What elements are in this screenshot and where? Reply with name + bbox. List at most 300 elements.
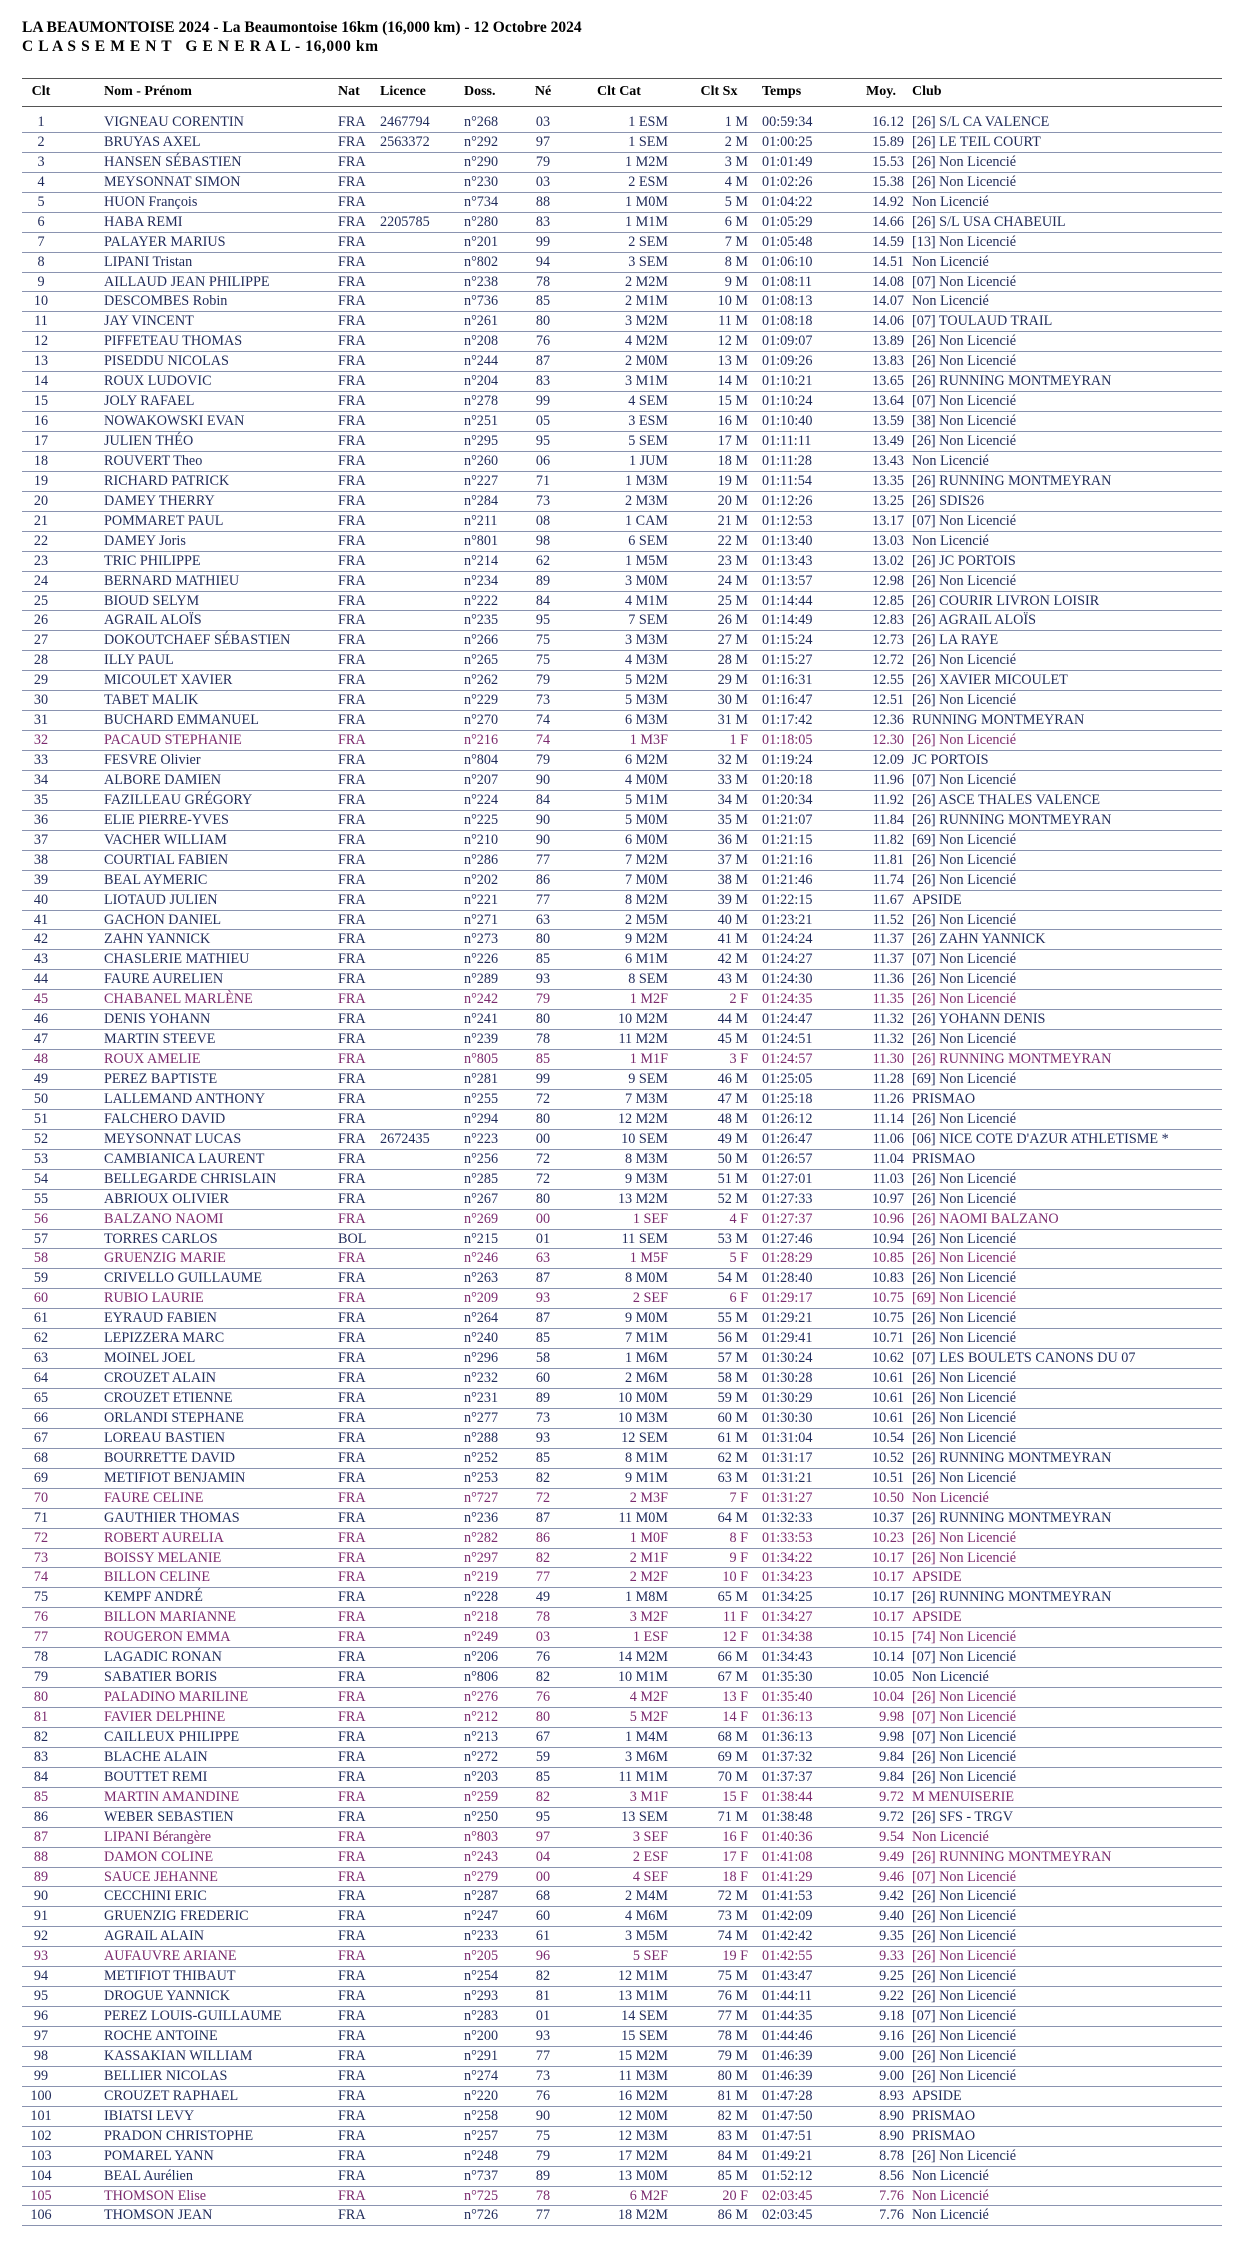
cell-temps: 01:20:18 xyxy=(762,771,813,788)
cell-ne: 80 xyxy=(535,1709,551,1725)
cell-club: [26] Non Licencié xyxy=(912,1429,1016,1446)
cell-ne: 00 xyxy=(535,1210,551,1227)
cell-cltsx: 28 M xyxy=(717,652,748,669)
cell-doss: n°210 xyxy=(464,831,499,848)
cell-moy: 13.64 xyxy=(872,393,904,410)
cell-temps: 01:27:01 xyxy=(762,1170,813,1187)
cell-clt: 75 xyxy=(33,1589,49,1606)
cell-club: [26] AGRAIL ALOÏS xyxy=(912,612,1037,629)
cell-cltcat: 17 M2M xyxy=(617,2147,668,2164)
cell-nom: BILLON CELINE xyxy=(104,1569,210,1586)
cell-doss: n°247 xyxy=(464,1908,499,1925)
cell-clt: 89 xyxy=(33,1868,49,1885)
cell-clt: 55 xyxy=(33,1190,49,1207)
cell-clt: 101 xyxy=(30,2107,52,2124)
table-row xyxy=(22,1389,1222,1409)
cell-nom: ROBERT AURELIA xyxy=(104,1529,224,1546)
cell-nom: HABA REMI xyxy=(104,213,183,230)
cell-moy: 9.46 xyxy=(879,1868,904,1885)
cell-ne: 99 xyxy=(535,1071,551,1087)
cell-clt: 47 xyxy=(33,1031,49,1048)
cell-nat: FRA xyxy=(338,413,366,430)
cell-nom: LIPANI Bérangère xyxy=(104,1828,212,1845)
cell-doss: n°294 xyxy=(464,1110,499,1127)
cell-nom: FAZILLEAU GRÉGORY xyxy=(104,791,253,808)
cell-clt: 24 xyxy=(33,572,49,589)
cell-clt: 27 xyxy=(33,632,49,649)
cell-cltsx: 77 M xyxy=(717,2008,748,2025)
cell-cltsx: 50 M xyxy=(717,1150,748,1167)
cell-cltsx: 86 M xyxy=(717,2207,748,2224)
cell-doss: n°290 xyxy=(464,153,499,170)
cell-moy: 13.43 xyxy=(872,452,904,469)
cell-temps: 01:38:48 xyxy=(762,1808,813,1825)
cell-clt: 16 xyxy=(33,413,49,430)
cell-temps: 01:41:53 xyxy=(762,1888,813,1905)
cell-nat: FRA xyxy=(338,1968,366,1985)
cell-cltsx: 20 M xyxy=(717,492,748,509)
cell-club: APSIDE xyxy=(912,2087,962,2104)
cell-club: [07] TOULAUD TRAIL xyxy=(912,313,1053,330)
cell-ne: 93 xyxy=(535,1429,551,1446)
cell-doss: n°253 xyxy=(464,1469,499,1486)
cell-temps: 01:31:04 xyxy=(762,1429,813,1446)
cell-doss: n°206 xyxy=(464,1649,499,1666)
cell-doss: n°803 xyxy=(464,1828,499,1845)
cell-nat: FRA xyxy=(338,2087,366,2104)
cell-cltcat: 1 CAM xyxy=(625,512,668,529)
cell-cltcat: 5 M0M xyxy=(625,811,668,828)
cell-clt: 23 xyxy=(33,552,49,569)
cell-nat: FRA xyxy=(338,1828,366,1845)
cell-cltsx: 82 M xyxy=(717,2107,748,2124)
cell-club: JC PORTOIS xyxy=(912,752,989,768)
cell-doss: n°267 xyxy=(464,1190,499,1207)
cell-moy: 11.32 xyxy=(872,1011,904,1028)
cell-club: Non Licencié xyxy=(912,532,989,549)
table-header-divider xyxy=(22,106,1222,107)
cell-clt: 93 xyxy=(33,1948,49,1965)
cell-cltsx: 43 M xyxy=(717,971,748,988)
cell-doss: n°244 xyxy=(464,353,499,370)
cell-club: PRISMAO xyxy=(912,2107,976,2124)
cell-cltsx: 4 M xyxy=(724,173,748,190)
cell-cltcat: 8 M0M xyxy=(625,1270,668,1287)
table-row xyxy=(22,671,1222,691)
cell-nat: FRA xyxy=(338,1429,366,1446)
cell-club: [26] ASCE THALES VALENCE xyxy=(912,791,1100,808)
cell-nom: MEYSONNAT LUCAS xyxy=(104,1130,242,1147)
cell-cltsx: 1 F xyxy=(729,732,748,749)
cell-clt: 87 xyxy=(33,1828,49,1845)
cell-nom: ABRIOUX OLIVIER xyxy=(104,1190,229,1207)
cell-club: [26] Non Licencié xyxy=(912,1270,1016,1287)
cell-doss: n°219 xyxy=(464,1569,499,1586)
cell-clt: 28 xyxy=(33,652,49,669)
cell-clt: 94 xyxy=(33,1968,49,1985)
cell-nom: AGRAIL ALOÏS xyxy=(104,612,202,629)
cell-nom: COURTIAL FABIEN xyxy=(104,851,229,868)
table-row xyxy=(22,153,1222,173)
cell-clt: 2 xyxy=(37,133,45,150)
cell-club: [26] Non Licencié xyxy=(912,333,1016,350)
cell-moy: 11.67 xyxy=(872,891,904,908)
cell-doss: n°246 xyxy=(464,1250,499,1267)
cell-clt: 102 xyxy=(30,2127,52,2144)
cell-ne: 03 xyxy=(535,1629,551,1646)
col-club: Club xyxy=(912,84,942,99)
cell-club: [26] Non Licencié xyxy=(912,1908,1016,1925)
cell-club: [26] Non Licencié xyxy=(912,1968,1016,1985)
cell-ne: 96 xyxy=(535,1948,551,1965)
cell-doss: n°727 xyxy=(464,1489,499,1506)
cell-nom: BALZANO NAOMI xyxy=(104,1210,224,1227)
cell-doss: n°220 xyxy=(464,2087,499,2104)
cell-cltcat: 1 M5M xyxy=(625,552,668,569)
cell-cltsx: 20 F xyxy=(722,2187,748,2204)
cell-nom: CECCHINI ERIC xyxy=(104,1888,207,1905)
cell-nat: FRA xyxy=(338,2008,366,2025)
cell-ne: 72 xyxy=(535,1489,551,1506)
cell-club: [26] S/L CA VALENCE xyxy=(912,114,1050,130)
cell-nat: FRA xyxy=(338,1270,366,1287)
cell-ne: 75 xyxy=(535,632,551,649)
cell-temps: 01:24:24 xyxy=(762,931,813,948)
table-row xyxy=(22,611,1222,631)
cell-doss: n°234 xyxy=(464,572,499,589)
cell-nom: THOMSON JEAN xyxy=(104,2207,213,2224)
cell-nat: FRA xyxy=(338,2207,366,2224)
table-row xyxy=(22,970,1222,990)
table-row xyxy=(22,492,1222,512)
cell-doss: n°229 xyxy=(464,692,499,709)
cell-cltcat: 7 M0M xyxy=(625,871,668,888)
cell-clt: 73 xyxy=(33,1549,49,1566)
cell-cltsx: 57 M xyxy=(717,1350,748,1367)
cell-clt: 7 xyxy=(37,233,45,250)
cell-moy: 11.52 xyxy=(872,911,904,928)
cell-moy: 10.61 xyxy=(872,1409,904,1426)
cell-temps: 01:24:57 xyxy=(762,1051,813,1068)
cell-moy: 14.66 xyxy=(872,213,904,230)
cell-club: [26] LA RAYE xyxy=(912,632,999,649)
cell-ne: 73 xyxy=(535,692,551,709)
cell-nat: FRA xyxy=(338,153,366,170)
cell-doss: n°734 xyxy=(464,193,499,210)
cell-moy: 11.81 xyxy=(872,851,904,868)
cell-ne: 73 xyxy=(535,1409,551,1426)
cell-clt: 13 xyxy=(33,353,49,370)
cell-cltsx: 10 F xyxy=(722,1569,748,1586)
cell-cltcat: 1 M3F xyxy=(629,732,668,749)
cell-clt: 44 xyxy=(33,971,49,988)
cell-ne: 74 xyxy=(535,732,551,749)
table-row xyxy=(22,1409,1222,1429)
cell-nat: FRA xyxy=(338,791,366,808)
cell-moy: 14.08 xyxy=(872,273,904,290)
cell-nat: FRA xyxy=(338,1549,366,1566)
cell-moy: 10.04 xyxy=(872,1689,904,1706)
cell-ne: 63 xyxy=(535,1250,551,1267)
cell-temps: 01:14:49 xyxy=(762,612,813,629)
table-row xyxy=(22,1309,1222,1329)
cell-clt: 20 xyxy=(33,492,49,509)
cell-nom: SAUCE JEHANNE xyxy=(104,1868,218,1885)
cell-temps: 01:30:30 xyxy=(762,1409,813,1426)
cell-temps: 00:59:34 xyxy=(762,114,813,130)
cell-cltcat: 2 M6M xyxy=(625,1370,668,1387)
cell-club: [26] Non Licencié xyxy=(912,1390,1016,1406)
col-nat: Nat xyxy=(338,84,360,99)
cell-nom: CAILLEUX PHILIPPE xyxy=(104,1728,240,1745)
cell-ne: 82 xyxy=(535,1968,551,1985)
cell-clt: 3 xyxy=(37,153,45,170)
table-row xyxy=(22,1469,1222,1489)
cell-temps: 01:26:47 xyxy=(762,1130,813,1147)
cell-doss: n°804 xyxy=(464,752,499,768)
cell-nat: FRA xyxy=(338,851,366,868)
cell-cltcat: 11 M3M xyxy=(618,2067,668,2084)
cell-temps: 01:34:27 xyxy=(762,1609,813,1626)
table-row xyxy=(22,1868,1222,1888)
cell-cltsx: 47 M xyxy=(717,1090,748,1107)
cell-club: [07] Non Licencié xyxy=(912,1649,1016,1666)
cell-ne: 75 xyxy=(535,2127,551,2144)
cell-cltsx: 38 M xyxy=(717,871,748,888)
cell-cltsx: 23 M xyxy=(717,552,748,569)
cell-ne: 97 xyxy=(535,133,551,150)
cell-temps: 01:42:42 xyxy=(762,1928,813,1945)
cell-moy: 10.52 xyxy=(872,1449,904,1466)
cell-nom: GACHON DANIEL xyxy=(104,911,222,928)
cell-temps: 01:36:13 xyxy=(762,1709,813,1725)
cell-temps: 01:12:26 xyxy=(762,492,813,509)
cell-nom: BERNARD MATHIEU xyxy=(104,572,240,589)
cell-nat: FRA xyxy=(338,213,366,230)
cell-moy: 13.89 xyxy=(872,333,904,350)
cell-ne: 88 xyxy=(535,193,551,210)
cell-clt: 67 xyxy=(33,1429,49,1446)
cell-nom: NOWAKOWSKI EVAN xyxy=(104,413,245,430)
cell-cltsx: 79 M xyxy=(717,2047,748,2064)
cell-doss: n°286 xyxy=(464,851,499,868)
cell-temps: 01:35:30 xyxy=(762,1669,813,1686)
cell-cltsx: 29 M xyxy=(717,672,748,689)
table-row xyxy=(22,1848,1222,1868)
cell-ne: 00 xyxy=(535,1868,551,1885)
cell-nat: FRA xyxy=(338,2167,366,2184)
cell-clt: 100 xyxy=(30,2087,52,2104)
cell-clt: 10 xyxy=(33,293,49,310)
table-row xyxy=(22,173,1222,193)
cell-doss: n°205 xyxy=(464,1948,499,1965)
cell-ne: 94 xyxy=(535,253,551,270)
table-row xyxy=(22,1887,1222,1907)
cell-ne: 93 xyxy=(535,1290,551,1307)
cell-temps: 01:27:46 xyxy=(762,1230,813,1247)
cell-nom: JOLY RAFAEL xyxy=(104,393,195,410)
cell-cltsx: 26 M xyxy=(717,612,748,629)
cell-cltcat: 5 M2F xyxy=(629,1709,668,1725)
cell-ne: 89 xyxy=(535,2167,551,2184)
cell-doss: n°223 xyxy=(464,1130,499,1147)
cell-ne: 80 xyxy=(535,1190,551,1207)
cell-ne: 77 xyxy=(535,891,551,908)
cell-club: [74] Non Licencié xyxy=(912,1629,1016,1646)
cell-moy: 11.37 xyxy=(872,931,904,948)
cell-club: [26] Non Licencié xyxy=(912,2028,1016,2044)
cell-moy: 9.84 xyxy=(879,1748,904,1765)
cell-nat: FRA xyxy=(338,1110,366,1127)
cell-doss: n°231 xyxy=(464,1390,499,1406)
cell-ne: 60 xyxy=(535,1370,551,1387)
cell-temps: 01:35:40 xyxy=(762,1689,813,1706)
cell-doss: n°259 xyxy=(464,1788,499,1805)
cell-clt: 104 xyxy=(30,2167,52,2184)
cell-nat: FRA xyxy=(338,1848,366,1865)
cell-clt: 35 xyxy=(33,791,49,808)
cell-cltsx: 32 M xyxy=(717,752,748,768)
cell-ne: 85 xyxy=(535,1330,551,1347)
cell-cltcat: 3 M0M xyxy=(625,572,668,589)
cell-club: Non Licencié xyxy=(912,2187,989,2204)
cell-moy: 15.89 xyxy=(872,133,904,150)
cell-club: [26] Non Licencié xyxy=(912,173,1016,190)
col-nom: Nom - Prénom xyxy=(104,84,192,99)
table-row xyxy=(22,1688,1222,1708)
cell-club: [26] Non Licencié xyxy=(912,652,1016,669)
cell-cltcat: 6 M2F xyxy=(629,2187,668,2204)
cell-nom: CROUZET ETIENNE xyxy=(104,1390,233,1406)
cell-club: [26] Non Licencié xyxy=(912,1748,1016,1765)
cell-clt: 80 xyxy=(33,1689,49,1706)
cell-club: PRISMAO xyxy=(912,1150,976,1167)
cell-moy: 8.78 xyxy=(879,2147,904,2164)
cell-nom: THOMSON Elise xyxy=(104,2187,207,2204)
cell-clt: 106 xyxy=(30,2207,52,2224)
cell-nat: FRA xyxy=(338,193,366,210)
cell-moy: 10.23 xyxy=(872,1529,904,1546)
cell-doss: n°240 xyxy=(464,1330,499,1347)
cell-nom: FALCHERO DAVID xyxy=(104,1110,226,1127)
cell-moy: 9.84 xyxy=(879,1768,904,1785)
cell-moy: 10.51 xyxy=(872,1469,904,1486)
cell-cltcat: 4 M0M xyxy=(625,771,668,788)
cell-nat: FRA xyxy=(338,512,366,529)
cell-clt: 99 xyxy=(33,2067,49,2084)
cell-nom: RICHARD PATRICK xyxy=(104,472,230,489)
cell-cltcat: 14 M2M xyxy=(617,1649,668,1666)
table-row xyxy=(22,1349,1222,1369)
cell-cltsx: 8 F xyxy=(729,1529,748,1546)
col-cltcat: Clt Cat xyxy=(597,84,641,99)
cell-clt: 15 xyxy=(33,393,49,410)
table-row xyxy=(22,990,1222,1010)
cell-cltsx: 74 M xyxy=(717,1928,748,1945)
table-row xyxy=(22,2107,1222,2127)
cell-cltcat: 2 M3F xyxy=(629,1489,668,1506)
cell-clt: 1 xyxy=(37,114,45,130)
cell-cltsx: 1 M xyxy=(724,114,748,130)
cell-nom: PACAUD STEPHANIE xyxy=(104,732,242,749)
cell-cltcat: 4 M2M xyxy=(625,333,668,350)
cell-ne: 72 xyxy=(535,1170,551,1187)
cell-clt: 97 xyxy=(33,2028,49,2044)
table-row xyxy=(22,1828,1222,1848)
cell-nat: FRA xyxy=(338,2067,366,2084)
cell-temps: 01:28:40 xyxy=(762,1270,813,1287)
cell-temps: 01:21:07 xyxy=(762,811,813,828)
cell-temps: 01:11:54 xyxy=(762,472,812,489)
cell-club: [26] Non Licencié xyxy=(912,1928,1016,1945)
cell-nat: FRA xyxy=(338,1669,366,1686)
cell-nat: FRA xyxy=(338,1130,366,1147)
cell-doss: n°252 xyxy=(464,1449,499,1466)
cell-cltcat: 10 M0M xyxy=(617,1390,668,1406)
table-row xyxy=(22,1608,1222,1628)
cell-cltsx: 64 M xyxy=(717,1509,748,1526)
cell-moy: 13.65 xyxy=(872,373,904,390)
cell-moy: 7.76 xyxy=(879,2207,904,2224)
cell-cltcat: 8 M2M xyxy=(625,891,668,908)
cell-cltcat: 3 M1F xyxy=(629,1788,668,1805)
table-row xyxy=(22,1190,1222,1210)
cell-cltcat: 4 M1M xyxy=(625,592,668,609)
cell-nat: FRA xyxy=(338,114,366,130)
cell-nom: ROUGERON EMMA xyxy=(104,1629,231,1646)
cell-cltcat: 11 M0M xyxy=(618,1509,668,1526)
cell-club: [26] RUNNING MONTMEYRAN xyxy=(912,811,1112,828)
cell-nat: FRA xyxy=(338,592,366,609)
cell-cltsx: 45 M xyxy=(717,1031,748,1048)
cell-moy: 14.51 xyxy=(872,253,904,270)
cell-moy: 10.14 xyxy=(872,1649,904,1666)
cell-temps: 01:08:11 xyxy=(762,273,812,290)
cell-nat: FRA xyxy=(338,991,366,1008)
cell-temps: 01:44:46 xyxy=(762,2028,813,2044)
cell-club: [26] ZAHN YANNICK xyxy=(912,931,1046,948)
cell-nat: FRA xyxy=(338,1609,366,1626)
cell-ne: 82 xyxy=(535,1669,551,1686)
cell-cltcat: 13 M0M xyxy=(617,2167,668,2184)
cell-nom: PALADINO MARILINE xyxy=(104,1689,249,1706)
cell-club: [26] LE TEIL COURT xyxy=(912,133,1041,150)
cell-cltcat: 5 SEF xyxy=(632,1948,668,1965)
cell-nat: FRA xyxy=(338,771,366,788)
cell-cltcat: 1 M1M xyxy=(625,213,668,230)
cell-temps: 01:26:12 xyxy=(762,1110,813,1127)
cell-clt: 42 xyxy=(33,931,49,948)
cell-temps: 01:13:57 xyxy=(762,572,813,589)
cell-cltsx: 53 M xyxy=(717,1230,748,1247)
cell-moy: 10.96 xyxy=(872,1210,904,1227)
cell-cltcat: 4 SEF xyxy=(632,1868,668,1885)
table-row xyxy=(22,1927,1222,1947)
cell-temps: 01:11:28 xyxy=(762,452,812,469)
cell-cltsx: 66 M xyxy=(717,1649,748,1666)
cell-cltsx: 67 M xyxy=(717,1669,748,1686)
cell-temps: 01:05:29 xyxy=(762,213,813,230)
cell-nat: FRA xyxy=(338,393,366,410)
cell-doss: n°227 xyxy=(464,472,499,489)
cell-ne: 83 xyxy=(535,213,551,230)
table-row xyxy=(22,771,1222,791)
cell-nat: FRA xyxy=(338,1589,366,1606)
table-row xyxy=(22,1369,1222,1389)
cell-cltcat: 1 M0M xyxy=(625,193,668,210)
cell-club: [26] Non Licencié xyxy=(912,1768,1016,1785)
cell-ne: 03 xyxy=(535,114,551,130)
